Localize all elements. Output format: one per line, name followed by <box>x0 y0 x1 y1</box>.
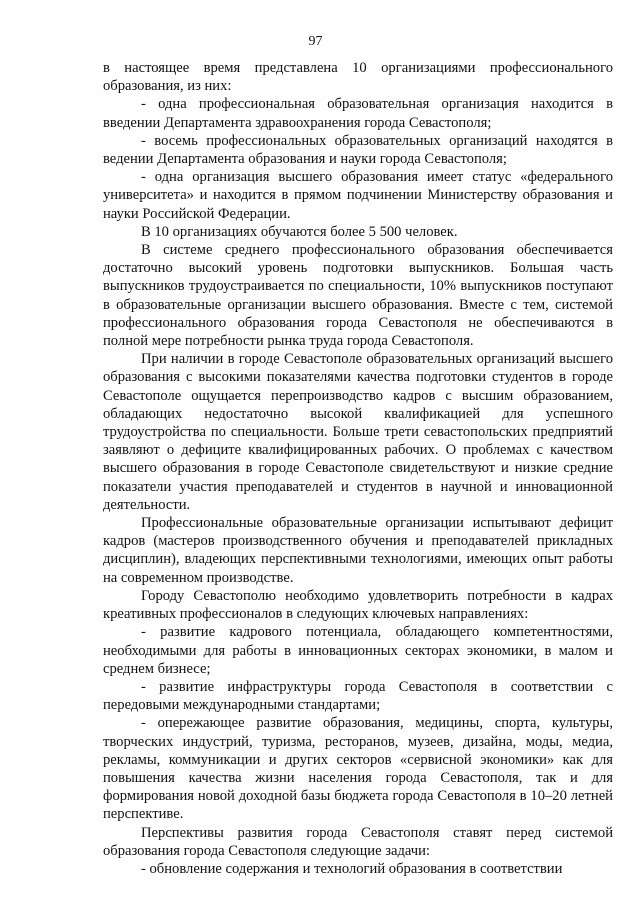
list-item-content-update: - обновление содержания и технологий образования в соответствии <box>141 860 563 877</box>
page-number: 97 <box>308 34 323 49</box>
list-item-personnel-potential: - развитие кадрового потенциала, обладающего компетентностями, необходимыми для работы в инновационных секторах экономики, в малом и среднем бизнесе; <box>103 624 613 677</box>
paragraph-staff-shortage: Профессиональные образовательные организации испытывают дефицит кадров (мастеров производственного обучения и преподавателей прикладных дисциплин), владеющих перспективными технологиями, имеющих опыт работы на современном производстве. <box>103 515 613 586</box>
paragraph-key-directions: Городу Севастополю необходимо удовлетворить потребности в кадрах креативных профессионалов в следующих ключевых направлениях: <box>103 587 613 623</box>
list-item-healthcare-org: - одна профессиональная образовательная организация находится в введении Департамента здравоохранения города Севастополя; <box>103 96 613 131</box>
list-item-education-orgs: - восемь профессиональных образовательных организаций находятся в ведении Департамента образования и науки города Севастополя; <box>103 132 613 168</box>
list-item-infrastructure: - развитие инфраструктуры города Севастополя в соответствии с передовыми международными стандартами; <box>103 678 613 714</box>
list-item-federal-university: - одна организация высшего образования имеет статус «федерального университета» и находится в прямом подчинении Министерству образования и науки Российской Федерации. <box>103 169 613 222</box>
paragraph-higher-education: При наличии в городе Севастополе образовательных организаций высшего образования с высокими показателями качества подготовки студентов в городе Севастополе ощущается перепроизводство кадров с высшим образованием, обладающих недостаточно высокой квалификацией для успешного трудоустройства по специальности. Больше трети севастопольских предприятий заявляют о дефиците квалифицированных рабочих. О проблемах с качеством высшего образования в городе Севастополе свидетельствуют и низкие средние показатели участия преподавателей и студентов в научной и инновационной деятельности. <box>103 351 613 513</box>
paragraph-secondary-vocational: В системе среднего профессионального образования обеспечивается достаточно высокий уровень подготовки выпускников. Большая часть выпускников трудоустраивается по специальности, 10% выпускников поступают в образовательные организации высшего образования. Вместе с тем, системой профессионального образования города Севастополя не обеспечиваются в полной мере потребности рынка труда города Севастополя. <box>103 242 613 350</box>
list-item-service-economy: - опережающее развитие образования, медицины, спорта, культуры, творческих индустрий, туризма, ресторанов, музеев, дизайна, моды, медиа, рекламы, коммуникации и других секторов «сервисной экономики» как для повышения качества жизни населения города Севастополя, так и для формирования новой доходной базы бюджета города Севастополя в 10–20 летней перспективе. <box>103 715 613 823</box>
document-body <box>103 59 613 878</box>
paragraph-prospects: Перспективы развития города Севастополя ставят перед системой образования города Севастополя следующие задачи: <box>103 824 613 859</box>
paragraph-intro: в настоящее время представлена 10 организациями профессионального образования, из них: <box>103 60 613 95</box>
paragraph-student-count: В 10 организациях обучаются более 5 500 человек. <box>141 223 458 240</box>
